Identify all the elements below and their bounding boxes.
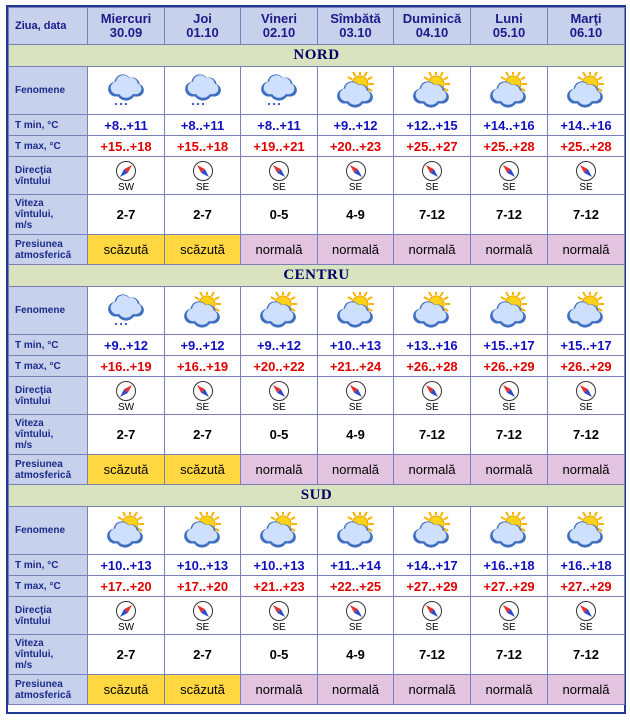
label-pressure-line: Presiunea — [15, 458, 63, 470]
sun-behind-cloud-icon — [560, 72, 612, 110]
wind-direction-label: SE — [579, 182, 593, 193]
phenomena-cell — [471, 287, 548, 335]
tmin-value: +9..+12 — [88, 335, 165, 356]
wind-direction-cell — [241, 377, 318, 415]
wind-compass-icon — [268, 160, 290, 182]
label-wind-speed-line: Viteza — [15, 638, 44, 649]
label-phenomena: Fenomene — [9, 287, 88, 335]
phenomena-cell — [318, 287, 394, 335]
tmax-value: +17..+20 — [88, 576, 165, 597]
wind-direction-label: SE — [195, 182, 210, 193]
pressure-value: normală — [318, 675, 394, 705]
pressure-row — [9, 235, 625, 265]
tmin-value: +14..+16 — [471, 115, 548, 136]
tmax-value: +26..+28 — [394, 356, 471, 377]
label-pressure-line: Presiunea — [15, 238, 63, 250]
pressure-value: scăzută — [88, 675, 165, 705]
pressure-value: normală — [241, 235, 318, 265]
wind-speed-value: 4-9 — [318, 415, 394, 455]
wind-direction-label: SE — [425, 182, 439, 193]
wind-direction-label: SE — [272, 622, 286, 633]
wind-direction-label: SW — [117, 622, 135, 633]
phenomena-cell — [394, 67, 471, 115]
sun-behind-cloud-icon — [253, 292, 305, 330]
tmin-value: +10..+13 — [165, 555, 241, 576]
tmin-value: +14..+17 — [394, 555, 471, 576]
region-row — [9, 485, 625, 507]
sun-behind-cloud-icon — [406, 512, 458, 550]
tmax-value: +20..+23 — [318, 136, 394, 157]
phenomena-cell — [548, 507, 625, 555]
day-name: Miercuri — [100, 11, 152, 26]
label-tmax: T max, °C — [9, 576, 88, 597]
wind-direction-label: SE — [425, 622, 439, 633]
tmin-value: +9..+12 — [165, 335, 241, 356]
wind-direction-label: SE — [195, 402, 210, 413]
wind-direction-cell — [471, 597, 548, 635]
wind-direction-row — [9, 597, 625, 635]
wind-compass-icon — [575, 160, 597, 182]
pressure-value: scăzută — [165, 675, 241, 705]
tmin-value: +15..+17 — [548, 335, 625, 356]
day-name: Marţi — [570, 11, 602, 26]
label-tmin: T min, °C — [9, 555, 88, 576]
day-name: Luni — [495, 11, 523, 26]
label-wind-speed-line: vîntului, — [15, 209, 54, 220]
wind-speed-value: 7-12 — [471, 415, 548, 455]
pressure-value: normală — [471, 235, 548, 265]
wind-direction-label: SE — [502, 402, 516, 413]
cloud-drizzle-icon — [100, 72, 152, 110]
wind-direction-cell — [394, 157, 471, 195]
day-date: 04.10 — [415, 25, 449, 40]
day-date: 05.10 — [492, 25, 526, 40]
phenomena-cell — [241, 67, 318, 115]
day-date: 06.10 — [569, 25, 603, 40]
tmin-value: +10..+13 — [88, 555, 165, 576]
wind-compass-icon — [115, 380, 137, 402]
day-name: Joi — [193, 11, 212, 26]
label-wind-direction — [9, 157, 88, 195]
day-date: 30.09 — [109, 25, 143, 40]
tmax-value: +15..+18 — [88, 136, 165, 157]
tmin-value: +8..+11 — [241, 115, 318, 136]
wind-speed-value: 7-12 — [548, 415, 625, 455]
label-pressure-line: atmosferică — [15, 469, 72, 481]
header-day — [548, 8, 625, 45]
day-name: Sîmbătă — [330, 11, 381, 26]
wind-speed-value: 2-7 — [165, 195, 241, 235]
label-wind-speed-line: Viteza — [15, 198, 44, 209]
wind-speed-row — [9, 415, 625, 455]
forecast-table-frame — [6, 5, 626, 714]
wind-compass-icon — [192, 160, 214, 182]
wind-compass-icon — [192, 380, 214, 402]
wind-direction-cell — [318, 157, 394, 195]
tmax-value: +15..+18 — [165, 136, 241, 157]
header-day — [394, 8, 471, 45]
wind-direction-label: SE — [579, 622, 593, 633]
phenomena-cell — [318, 67, 394, 115]
tmax-value: +21..+23 — [241, 576, 318, 597]
label-wind-direction-line: Direcţia — [15, 604, 52, 616]
wind-compass-icon — [421, 600, 443, 622]
phenomena-cell — [241, 507, 318, 555]
pressure-value: normală — [318, 455, 394, 485]
wind-speed-value: 2-7 — [88, 635, 165, 675]
wind-direction-label: SW — [117, 402, 135, 413]
header-day — [318, 8, 394, 45]
wind-compass-icon — [268, 380, 290, 402]
wind-direction-cell — [548, 157, 625, 195]
wind-direction-label: SE — [272, 182, 286, 193]
tmin-value: +8..+11 — [88, 115, 165, 136]
wind-compass-icon — [115, 160, 137, 182]
sun-behind-cloud-icon — [483, 72, 535, 110]
phenomena-row — [9, 507, 625, 555]
tmin-value: +14..+16 — [548, 115, 625, 136]
wind-direction-row — [9, 157, 625, 195]
label-tmin: T min, °C — [9, 115, 88, 136]
sun-behind-cloud-icon — [330, 72, 382, 110]
label-pressure-line: atmosferică — [15, 689, 72, 701]
phenomena-cell — [241, 287, 318, 335]
wind-speed-value: 7-12 — [394, 415, 471, 455]
wind-direction-label: SE — [348, 182, 363, 193]
label-wind-speed — [9, 635, 88, 675]
wind-direction-label: SE — [502, 622, 516, 633]
region-row — [9, 45, 625, 67]
wind-compass-icon — [421, 160, 443, 182]
tmax-row — [9, 136, 625, 157]
header-day — [88, 8, 165, 45]
tmax-value: +25..+28 — [548, 136, 625, 157]
wind-compass-icon — [345, 380, 367, 402]
wind-speed-value: 0-5 — [241, 195, 318, 235]
pressure-value: normală — [394, 455, 471, 485]
wind-speed-value: 4-9 — [318, 195, 394, 235]
tmax-value: +27..+29 — [394, 576, 471, 597]
wind-speed-row — [9, 195, 625, 235]
label-wind-direction-line: Direcţia — [15, 384, 52, 396]
label-wind-speed-line: Viteza — [15, 418, 44, 429]
header-day — [471, 8, 548, 45]
label-wind-direction-line: vîntului — [15, 395, 51, 407]
phenomena-cell — [88, 507, 165, 555]
pressure-value: normală — [241, 455, 318, 485]
phenomena-cell — [88, 67, 165, 115]
wind-direction-cell — [394, 597, 471, 635]
label-wind-speed-line: m/s — [15, 220, 33, 231]
wind-speed-value: 7-12 — [471, 635, 548, 675]
phenomena-cell — [394, 507, 471, 555]
wind-direction-label: SE — [348, 622, 363, 633]
wind-direction-cell — [394, 377, 471, 415]
phenomena-cell — [548, 67, 625, 115]
label-wind-speed-line: vîntului, — [15, 649, 54, 660]
wind-compass-icon — [192, 600, 214, 622]
label-pressure — [9, 455, 88, 485]
wind-speed-value: 0-5 — [241, 415, 318, 455]
tmin-row — [9, 555, 625, 576]
wind-speed-value: 4-9 — [318, 635, 394, 675]
tmax-row — [9, 356, 625, 377]
phenomena-row — [9, 287, 625, 335]
wind-compass-icon — [115, 600, 137, 622]
wind-speed-value: 7-12 — [471, 195, 548, 235]
tmin-row — [9, 335, 625, 356]
label-pressure — [9, 675, 88, 705]
tmin-value: +13..+16 — [394, 335, 471, 356]
region-title: CENTRU — [9, 265, 625, 287]
header-label-day-date: Ziua, data — [9, 8, 88, 45]
phenomena-cell — [471, 67, 548, 115]
cloud-drizzle-icon — [253, 72, 305, 110]
pressure-value: normală — [548, 455, 625, 485]
tmin-value: +8..+11 — [165, 115, 241, 136]
sun-behind-cloud-icon — [177, 512, 229, 550]
label-wind-speed — [9, 415, 88, 455]
sun-behind-cloud-icon — [253, 512, 305, 550]
sun-behind-cloud-icon — [560, 512, 612, 550]
tmin-value: +15..+17 — [471, 335, 548, 356]
tmax-row — [9, 576, 625, 597]
tmax-value: +17..+20 — [165, 576, 241, 597]
label-wind-direction — [9, 377, 88, 415]
label-phenomena: Fenomene — [9, 67, 88, 115]
tmin-value: +11..+14 — [318, 555, 394, 576]
pressure-value: normală — [471, 455, 548, 485]
tmin-value: +10..+13 — [318, 335, 394, 356]
label-phenomena: Fenomene — [9, 507, 88, 555]
phenomena-cell — [165, 67, 241, 115]
wind-direction-cell — [548, 597, 625, 635]
phenomena-row — [9, 67, 625, 115]
day-date: 02.10 — [262, 25, 296, 40]
wind-direction-cell — [241, 597, 318, 635]
sun-behind-cloud-icon — [100, 512, 152, 550]
wind-direction-label: SW — [117, 182, 135, 193]
day-date: 03.10 — [339, 25, 372, 40]
header-day — [165, 8, 241, 45]
wind-speed-value: 7-12 — [548, 635, 625, 675]
wind-speed-value: 7-12 — [394, 195, 471, 235]
phenomena-cell — [165, 287, 241, 335]
label-wind-direction-line: vîntului — [15, 615, 51, 627]
pressure-value: normală — [394, 675, 471, 705]
pressure-value: normală — [394, 235, 471, 265]
wind-compass-icon — [345, 600, 367, 622]
day-name: Vineri — [261, 11, 297, 26]
wind-direction-label: SE — [195, 622, 210, 633]
wind-direction-label: SE — [502, 182, 516, 193]
header-row — [9, 8, 625, 45]
sun-behind-cloud-icon — [483, 292, 535, 330]
wind-compass-icon — [421, 380, 443, 402]
tmin-row — [9, 115, 625, 136]
tmin-value: +10..+13 — [241, 555, 318, 576]
sun-behind-cloud-icon — [406, 292, 458, 330]
wind-direction-label: SE — [425, 402, 439, 413]
tmin-value: +16..+18 — [471, 555, 548, 576]
wind-direction-cell — [165, 377, 241, 415]
label-wind-direction-line: vîntului — [15, 175, 51, 187]
label-wind-speed — [9, 195, 88, 235]
sun-behind-cloud-icon — [330, 512, 382, 550]
label-tmax: T max, °C — [9, 356, 88, 377]
pressure-value: scăzută — [165, 235, 241, 265]
pressure-value: normală — [548, 235, 625, 265]
label-pressure-line: Presiunea — [15, 678, 63, 690]
region-title: SUD — [9, 485, 625, 507]
wind-direction-cell — [88, 597, 165, 635]
label-wind-direction — [9, 597, 88, 635]
phenomena-cell — [471, 507, 548, 555]
wind-speed-value: 2-7 — [165, 415, 241, 455]
wind-direction-cell — [88, 157, 165, 195]
tmax-value: +26..+29 — [548, 356, 625, 377]
wind-direction-cell — [165, 597, 241, 635]
label-pressure-line: atmosferică — [15, 249, 72, 261]
tmax-value: +19..+21 — [241, 136, 318, 157]
header-day — [241, 8, 318, 45]
wind-direction-row — [9, 377, 625, 415]
tmax-value: +16..+19 — [165, 356, 241, 377]
wind-speed-row — [9, 635, 625, 675]
sun-behind-cloud-icon — [560, 292, 612, 330]
wind-direction-cell — [241, 157, 318, 195]
wind-direction-cell — [318, 377, 394, 415]
wind-direction-cell — [471, 377, 548, 415]
phenomena-cell — [548, 287, 625, 335]
label-wind-speed-line: m/s — [15, 660, 33, 671]
cropped-page-footer — [0, 714, 630, 720]
wind-speed-value: 7-12 — [394, 635, 471, 675]
tmax-value: +25..+28 — [471, 136, 548, 157]
label-tmax: T max, °C — [9, 136, 88, 157]
sun-behind-cloud-icon — [330, 292, 382, 330]
weather-forecast-table — [8, 7, 625, 705]
wind-compass-icon — [268, 600, 290, 622]
tmax-value: +20..+22 — [241, 356, 318, 377]
label-wind-direction-line: Direcţia — [15, 164, 52, 176]
wind-speed-value: 2-7 — [88, 415, 165, 455]
day-date: 01.10 — [186, 25, 219, 40]
pressure-value: normală — [471, 675, 548, 705]
day-name: Duminică — [402, 11, 462, 26]
sun-behind-cloud-icon — [177, 292, 229, 330]
wind-direction-cell — [318, 597, 394, 635]
cloud-drizzle-icon — [100, 292, 152, 330]
phenomena-cell — [318, 507, 394, 555]
tmax-value: +27..+29 — [471, 576, 548, 597]
wind-speed-value: 2-7 — [88, 195, 165, 235]
wind-compass-icon — [498, 160, 520, 182]
wind-compass-icon — [575, 380, 597, 402]
cloud-drizzle-icon — [177, 72, 229, 110]
label-wind-speed-line: vîntului, — [15, 429, 54, 440]
wind-speed-value: 7-12 — [548, 195, 625, 235]
tmax-value: +27..+29 — [548, 576, 625, 597]
wind-direction-label: SE — [579, 402, 593, 413]
phenomena-cell — [394, 287, 471, 335]
wind-direction-cell — [165, 157, 241, 195]
pressure-value: normală — [241, 675, 318, 705]
wind-direction-cell — [471, 157, 548, 195]
region-row — [9, 265, 625, 287]
phenomena-cell — [88, 287, 165, 335]
wind-direction-label: SE — [348, 402, 363, 413]
wind-speed-value: 0-5 — [241, 635, 318, 675]
pressure-value: scăzută — [88, 235, 165, 265]
tmin-value: +9..+12 — [241, 335, 318, 356]
wind-compass-icon — [498, 600, 520, 622]
phenomena-cell — [165, 507, 241, 555]
tmax-value: +16..+19 — [88, 356, 165, 377]
label-pressure — [9, 235, 88, 265]
tmin-value: +12..+15 — [394, 115, 471, 136]
pressure-value: normală — [548, 675, 625, 705]
label-wind-speed-line: m/s — [15, 440, 33, 451]
pressure-value: scăzută — [88, 455, 165, 485]
wind-compass-icon — [345, 160, 367, 182]
pressure-row — [9, 675, 625, 705]
wind-direction-cell — [88, 377, 165, 415]
tmin-value: +9..+12 — [318, 115, 394, 136]
pressure-value: scăzută — [165, 455, 241, 485]
wind-compass-icon — [498, 380, 520, 402]
label-tmin: T min, °C — [9, 335, 88, 356]
wind-direction-cell — [548, 377, 625, 415]
sun-behind-cloud-icon — [406, 72, 458, 110]
sun-behind-cloud-icon — [483, 512, 535, 550]
tmax-value: +22..+25 — [318, 576, 394, 597]
wind-compass-icon — [575, 600, 597, 622]
region-title: NORD — [9, 45, 625, 67]
tmin-value: +16..+18 — [548, 555, 625, 576]
tmax-value: +25..+27 — [394, 136, 471, 157]
pressure-value: normală — [318, 235, 394, 265]
tmax-value: +26..+29 — [471, 356, 548, 377]
wind-direction-label: SE — [272, 402, 286, 413]
tmax-value: +21..+24 — [318, 356, 394, 377]
pressure-row — [9, 455, 625, 485]
wind-speed-value: 2-7 — [165, 635, 241, 675]
